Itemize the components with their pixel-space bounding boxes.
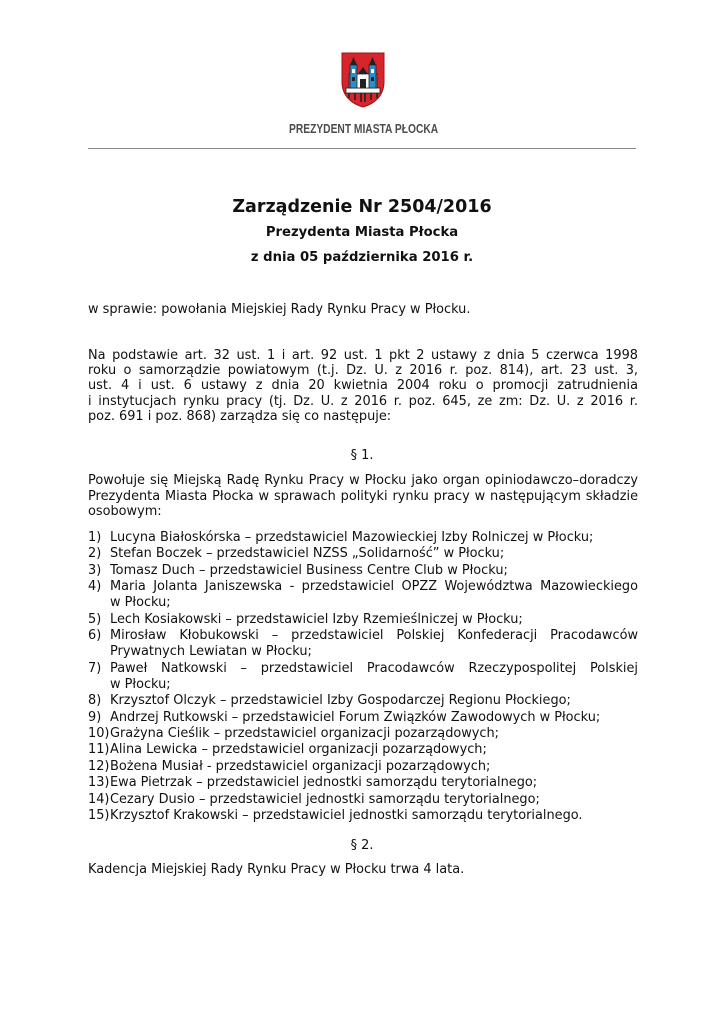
intro-line: Prezydenta Miasta Płocka w sprawach polityki rynku pracy w następującym składzie xyxy=(88,488,638,504)
list-item xyxy=(88,742,638,758)
item-text: Grażyna Cieślik – przedstawiciel organizacji pozarządowych; xyxy=(110,726,500,742)
header-divider xyxy=(88,148,636,149)
intro-line: Powołuje się Miejską Radę Rynku Pracy w Płocku jako organ opiniodawczo–doradczy xyxy=(88,473,638,488)
list-item xyxy=(88,693,638,709)
legal-basis-line: Na podstawie art. 32 ust. 1 i art. 92 ust. 1 pkt 2 ustawy z dnia 5 czerwca 1998 xyxy=(88,348,638,363)
members-list xyxy=(88,530,638,824)
list-item xyxy=(88,710,638,726)
legal-basis-paragraph xyxy=(88,348,638,424)
intro-line: osobowym: xyxy=(88,504,162,519)
list-item xyxy=(88,579,638,612)
document-date: z dnia 05 października 2016 r. xyxy=(250,250,474,265)
item-text: Andrzej Rutkowski – przedstawiciel Forum Związków Zawodowych w Płocku; xyxy=(110,709,601,725)
item-number: 15) xyxy=(88,807,110,823)
section-2-mark: § 2. xyxy=(350,838,374,853)
plock-coat-of-arms-logo xyxy=(341,52,385,108)
item-number: 1) xyxy=(88,530,102,545)
list-item xyxy=(88,661,638,694)
list-item xyxy=(88,759,638,775)
item-text: Alina Lewicka – przedstawiciel organizacji pozarządowych; xyxy=(110,742,487,758)
item-number: 2) xyxy=(88,546,102,562)
item-text: Lech Kosiakowski – przedstawiciel Izby Rzemieślniczej w Płocku; xyxy=(110,611,523,627)
document-issuer: Prezydenta Miasta Płocka xyxy=(265,225,459,240)
item-text: Ewa Pietrzak – przedstawiciel jednostki samorządu terytorialnego; xyxy=(110,775,538,791)
list-item xyxy=(88,563,638,579)
item-text: Bożena Musiał - przedstawiciel organizacji pozarządowych; xyxy=(110,758,491,774)
list-item xyxy=(88,546,638,562)
item-number: 9) xyxy=(88,709,102,725)
item-number: 8) xyxy=(88,693,102,709)
item-text-continuation: Prywatnych Lewiatan w Płocku; xyxy=(110,644,312,660)
item-text: Tomasz Duch – przedstawiciel Business Centre Club w Płocku; xyxy=(110,562,508,578)
item-number: 4) xyxy=(88,579,102,595)
list-item xyxy=(88,612,638,628)
item-number: 10) xyxy=(88,726,110,742)
item-text: Stefan Boczek – przedstawiciel NZSS „Solidarność” w Płocku; xyxy=(110,546,505,562)
item-number: 12) xyxy=(88,758,110,774)
item-text: Krzysztof Olczyk – przedstawiciel Izby Gospodarczej Regionu Płockiego; xyxy=(110,693,571,709)
item-text-continuation: w Płocku; xyxy=(110,677,171,693)
institution-name: PREZYDENT MIASTA PŁOCKA xyxy=(289,122,439,136)
list-item xyxy=(88,726,638,742)
item-number: 6) xyxy=(88,628,102,644)
list-item xyxy=(88,792,638,808)
item-text: Lucyna Białoskórska – przedstawiciel Mazowieckiej Izby Rolniczej w Płocku; xyxy=(110,530,594,545)
item-text-continuation: w Płocku; xyxy=(110,595,171,611)
document-subject: w sprawie: powołania Miejskiej Rady Rynku Pracy w Płocku. xyxy=(88,302,471,317)
legal-basis-line: poz. 691 i poz. 868) zarządza się co następuje: xyxy=(88,408,392,424)
document-title: Zarządzenie Nr 2504/2016 xyxy=(232,197,492,217)
legal-basis-line: ust. 4 i ust. 6 ustawy z dnia 20 kwietnia 2004 roku o promocji zatrudnienia xyxy=(88,378,638,394)
item-text: Krzysztof Krakowski – przedstawiciel jednostki samorządu terytorialnego. xyxy=(110,807,583,823)
legal-basis-line: roku o samorządzie powiatowym (t.j. Dz. U. z 2016 r. poz. 814), art. 23 ust. 3, xyxy=(88,363,638,379)
list-item xyxy=(88,775,638,791)
item-text: Cezary Dusio – przedstawiciel jednostki samorządu terytorialnego; xyxy=(110,791,540,807)
section-2-text: Kadencja Miejskiej Rady Rynku Pracy w Płocku trwa 4 lata. xyxy=(88,862,465,877)
item-number: 11) xyxy=(88,742,110,758)
item-number: 7) xyxy=(88,660,102,676)
item-text: Maria Jolanta Janiszewska - przedstawiciel OPZZ Województwa Mazowieckiego xyxy=(110,579,638,595)
section-1-mark: § 1. xyxy=(350,448,374,463)
list-item xyxy=(88,628,638,661)
item-number: 13) xyxy=(88,775,110,791)
item-number: 14) xyxy=(88,791,110,807)
item-text: Paweł Natkowski – przedstawiciel Pracodawców Rzeczypospolitej Polskiej xyxy=(110,660,638,676)
item-text: Mirosław Kłobukowski – przedstawiciel Polskiej Konfederacji Pracodawców xyxy=(110,628,638,644)
list-item xyxy=(88,808,638,824)
item-number: 5) xyxy=(88,611,102,627)
section-1-intro xyxy=(88,473,638,520)
list-item xyxy=(88,530,638,546)
legal-basis-line: i instytucjach rynku pracy (tj. Dz. U. z 2016 r. poz. 645, ze zm: Dz. U. z 2016 r. xyxy=(88,393,638,409)
item-number: 3) xyxy=(88,562,102,578)
